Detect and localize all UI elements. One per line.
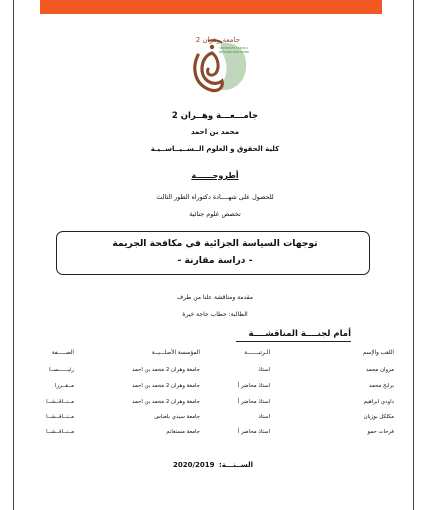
thesis-title: توجهات السياسة الجزائية في مكافحة الجريمة — [112, 238, 318, 249]
committee-heading: أمام لجنــــة المناقشــــة — [248, 329, 351, 339]
header-institution: المؤسسة الأصلـــيــة — [151, 350, 200, 356]
member-rank: استاذ — [258, 367, 270, 373]
university-namesake: محمد بن احمد — [190, 128, 240, 136]
header-rank: الـرتبـــــــة — [244, 350, 270, 356]
member-role: مــنــاقــشــا — [46, 414, 74, 420]
member-institution: جامعة وهران 2 محمد بن احمد — [132, 367, 200, 373]
member-role: رئيــــــســا — [49, 367, 74, 373]
logo-latin-name-2: MOHAMED BEN AHMED — [218, 51, 250, 54]
header-name: اللقب والإسم — [362, 350, 394, 356]
member-rank: استاذ محاضر أ — [237, 429, 270, 435]
member-rank: استاذ محاضر أ — [237, 383, 270, 389]
member-rank: استاذ — [258, 414, 270, 420]
university-logo — [178, 27, 256, 105]
member-institution: جامعة وهران 2 محمد بن احمد — [132, 399, 200, 405]
faculty-name: كلية الحقوق و العلوم الــســيــاســيـة — [150, 145, 280, 153]
member-role: مــنــاقــشــا — [46, 399, 74, 405]
member-name: مكلكل بوزيان — [363, 414, 394, 420]
logo-latin-name: UNIVERSITE D'ORAN 2 — [219, 47, 249, 50]
header-role: الصـــــفة — [51, 350, 74, 356]
thesis-purpose: للحصول على شهــــادة دكتوراه الطور الثالث — [156, 193, 274, 201]
thesis-subtitle: - دراسة مقارنة - — [177, 255, 253, 266]
committee-heading-underline — [236, 341, 351, 342]
member-rank: استاذ محاضر أ — [237, 399, 270, 405]
member-institution: جامعة سيدي بلعباس — [154, 414, 200, 420]
member-role: مــقــررا — [54, 383, 74, 389]
academic-year: 2020/2019 — [173, 461, 215, 469]
member-institution: جامعة مستغانم — [166, 429, 200, 435]
member-name: داودي ابراهيم — [363, 399, 394, 405]
university-name: جامـــعـــة وهــران 2 — [171, 111, 259, 121]
year-label: الســنـــة: — [218, 461, 253, 469]
thesis-type: أطروحــــــة — [191, 171, 239, 180]
presented-by: مقدمة ومناقشة علنا من طرف — [177, 294, 253, 301]
member-name: برابح محمد — [369, 383, 394, 389]
member-name: مروان محمد — [366, 367, 394, 373]
thesis-specialty: تخصص علوم جنائية — [189, 210, 241, 218]
member-institution: جامعة وهران 2 محمد بن احمد — [132, 383, 200, 389]
member-name: فرحات حمو — [367, 429, 394, 435]
member-role: مــنــاقــشــا — [46, 429, 74, 435]
logo-arabic-name: جامعة وهران 2 — [195, 36, 240, 44]
student-name: الطالبة: حطاب حاجة خيرة — [182, 311, 248, 318]
